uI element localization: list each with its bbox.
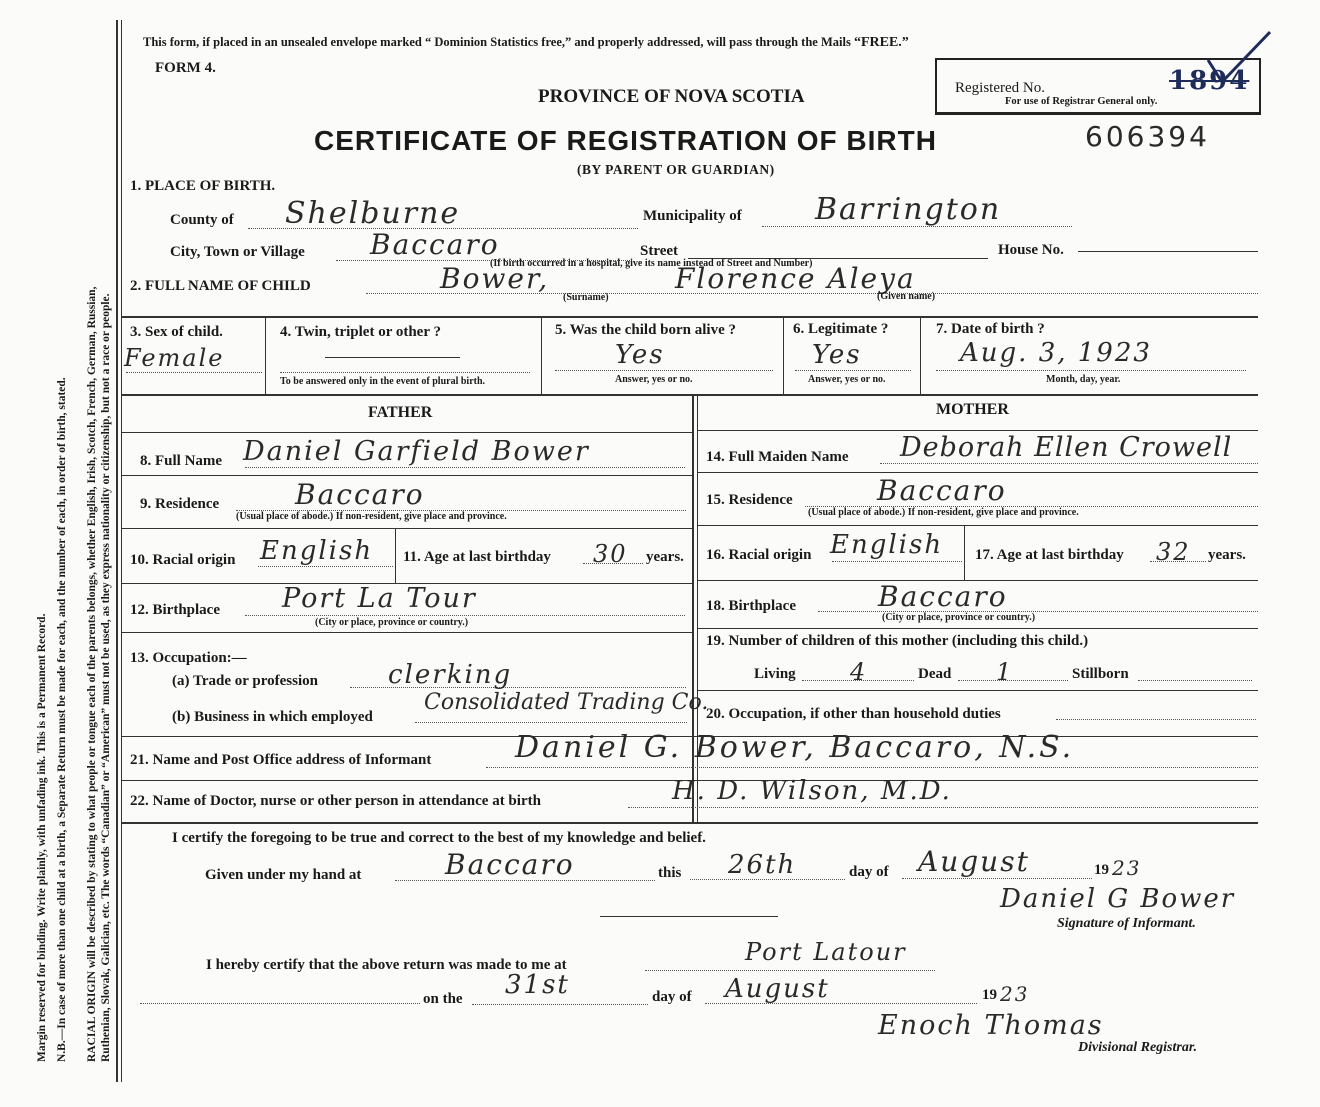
informant-signature: Daniel G Bower [1000,884,1236,914]
father-birthplace-label: 12. Birthplace [130,602,220,618]
sig-blank-line [600,916,778,917]
col-divider-3 [783,316,784,394]
reg-year-prefix: 19 [982,987,997,1003]
mother-name: Deborah Ellen Crowell [900,432,1233,463]
twin-line [280,372,530,373]
reg-day: 31st [505,970,570,1000]
business-line [415,722,687,723]
county-value: Shelburne [285,196,461,231]
row-divider-parents [122,394,1258,396]
children-label: 19. Number of children of this mother (including this child.) [706,633,1089,649]
mother-age: 32 [1156,538,1191,566]
legit-line [795,370,911,371]
stillborn-line [1138,680,1252,681]
mother-race-line [832,561,962,562]
col-divider-2 [541,316,542,394]
mother-heading: MOTHER [936,401,1009,418]
mother-birthplace-label: 18. Birthplace [706,598,796,614]
twin-label: 4. Twin, triplet or other ? [280,324,441,340]
margin-line-inner [121,20,122,1082]
mother-race: English [830,530,944,560]
reg-day-line [472,1004,648,1005]
certify-text: I certify the foregoing to be true and correct to the best of my knowledge and belief. [172,830,706,846]
child-given-name: Florence Aleya [675,262,916,295]
this-label: this [658,865,682,881]
certificate-number: 606394 [1085,120,1210,153]
informant-line [486,767,1258,768]
mail-note [143,35,909,51]
legit-note: Answer, yes or no. [808,374,886,385]
margin-note-nb: N.B.—In case of more than one child at a birth, a Separate Return must be made for each, and the number of each, in order of birth, stated. [56,377,68,1062]
father-race-divider [395,528,396,583]
place-of-birth-heading: 1. PLACE OF BIRTH. [130,178,276,194]
mail-note-free: “FREE.” [853,35,909,50]
father-name-line [245,467,685,468]
father-heading: FATHER [368,404,433,421]
col-divider-1 [265,316,266,394]
row-divider-bottom [122,822,1258,824]
dead-value: 1 [996,658,1014,686]
year-prefix: 19 [1094,862,1109,878]
mother-residence-label: 15. Residence [706,492,793,508]
mail-note-text: This form, if placed in an unsealed envelope marked “ Dominion Statistics free,” and properly addressed, will pass through the Mails [143,35,851,49]
alive-value: Yes [615,340,665,370]
registered-note: For use of Registrar General only. [1005,96,1158,107]
legit-label: 6. Legitimate ? [793,321,889,337]
street-label: Street [640,243,679,259]
father-rule-1 [122,432,692,433]
father-race: English [260,536,374,566]
mother-name-label: 14. Full Maiden Name [706,449,849,465]
father-race-label: 10. Racial origin [130,552,236,568]
mother-birthplace-note: (City or place, province or country.) [882,612,1036,623]
mother-name-line [880,463,1258,464]
day-value: 26th [728,850,797,880]
mother-occupation-line [1056,719,1256,720]
checkmark-icon [1200,20,1280,90]
trade-label: (a) Trade or profession [172,673,318,689]
row-divider-top [122,316,1258,318]
sex-label: 3. Sex of child. [130,324,223,340]
father-age: 30 [593,540,628,568]
certificate-subtitle: (BY PARENT OR GUARDIAN) [577,162,775,177]
province-heading: PROVINCE OF NOVA SCOTIA [538,86,805,107]
dob-line [936,370,1246,371]
reg-month: August [725,974,830,1004]
mother-rule-3 [697,525,1258,526]
dead-label: Dead [918,666,952,682]
father-rule-5 [122,632,692,633]
legit-value: Yes [812,340,862,370]
mother-rule-6 [697,690,1258,691]
registrar-caption: Divisional Registrar. [1078,1040,1198,1055]
dob-label: 7. Date of birth ? [936,321,1045,337]
doctor-label: 22. Name of Doctor, nurse or other person in attendance at birth [130,793,541,809]
father-name: Daniel Garfield Bower [243,436,590,467]
municipality-label: Municipality of [643,208,742,224]
father-years-label: years. [646,549,684,565]
margin-note-racial-2: Ruthenian, Slovak, Galician, etc. The words “Canadian” or “American” must not be used, as they express nationality or citizenship, but not a race or people. [100,293,112,1062]
mother-residence-note: (Usual place of abode.) If non-resident, give place and province. [808,507,1079,518]
margin-note-binding: Margin reserved for binding. Write plainly, with unfading ink. This is a Permanent Record. [36,613,48,1062]
child-surname: Bower, [440,262,550,295]
mother-rule-5 [697,628,1258,629]
registered-number: 1894 [1169,66,1250,96]
mother-occupation-label: 20. Occupation, if other than household duties [706,706,1001,722]
father-residence-label: 9. Residence [140,496,220,512]
mother-years-label: years. [1208,547,1246,563]
street-note: (If birth occurred in a hospital, give its name instead of Street and Number) [490,258,813,269]
twin-dash [325,357,460,358]
city-label: City, Town or Village [170,244,305,260]
municipality-value: Barrington [815,192,1002,227]
reg-day-of-label: day of [652,989,692,1005]
father-name-label: 8. Full Name [140,453,223,469]
month-value: August [918,845,1030,878]
registrar-place: Port Latour [745,938,907,966]
given-place: Baccaro [445,848,575,881]
mother-race-label: 16. Racial origin [706,547,812,563]
occupation-label: 13. Occupation:— [130,650,247,666]
given-label: Given under my hand at [205,867,362,883]
mother-birthplace: Baccaro [878,580,1008,613]
stillborn-label: Stillborn [1072,666,1129,682]
father-birthplace-note: (City or place, province or country.) [315,617,469,628]
child-name-label: 2. FULL NAME OF CHILD [130,278,311,294]
house-label: House No. [998,242,1064,258]
informant-label: 21. Name and Post Office address of Informant [130,752,432,768]
mother-rule-1 [697,430,1258,431]
month-line [902,878,1092,879]
sex-line [126,372,262,373]
alive-note: Answer, yes or no. [615,374,693,385]
dob-note: Month, day, year. [1046,374,1121,385]
surname-caption: (Surname) [563,292,609,303]
registrar-place-line [645,970,935,971]
father-residence: Baccaro [295,478,425,511]
registered-label: Registered No. [955,80,1045,96]
father-birthplace-line [245,615,685,616]
registrar-text: I hereby certify that the above return was made to me at [206,957,567,973]
mother-residence: Baccaro [877,474,1007,507]
year-value: 23 [1112,856,1142,880]
business-value: Consolidated Trading Co. [424,690,709,715]
reg-year: 23 [1000,982,1030,1006]
trade-value: clerking [388,660,513,690]
margin-line [116,20,118,1082]
informant-value: Daniel G. Bower, Baccaro, N.S. [515,730,1075,765]
house-line [1078,251,1258,252]
doctor-value: H. D. Wilson, M.D. [672,776,952,806]
alive-line [555,370,773,371]
col-divider-4 [920,316,921,394]
on-the-label: on the [423,991,463,1007]
living-label: Living [754,666,796,682]
day-of-label: day of [849,864,889,880]
father-birthplace: Port La Tour [282,583,477,614]
father-age-label: 11. Age at last birthday [403,549,551,565]
alive-label: 5. Was the child born alive ? [555,322,736,338]
certificate-title: CERTIFICATE OF REGISTRATION OF BIRTH [314,125,937,156]
registrar-line-2 [140,1003,420,1004]
given-caption: (Given name) [877,291,936,302]
sig-caption: Signature of Informant. [1057,916,1196,931]
business-label: (b) Business in which employed [172,709,373,725]
living-value: 4 [850,658,868,686]
mother-rule-2 [697,472,1258,473]
father-residence-note: (Usual place of abode.) If non-resident, give place and province. [236,511,507,522]
father-race-line [258,566,393,567]
mother-age-label: 17. Age at last birthday [975,547,1124,563]
registrar-signature: Enoch Thomas [878,1010,1104,1041]
city-value: Baccaro [370,228,500,261]
county-label: County of [170,212,234,228]
twin-note: To be answered only in the event of plural birth. [280,376,486,387]
dob-value: Aug. 3, 1923 [960,338,1152,368]
margin-note-racial: RACIAL ORIGIN will be described by stating to what people or tongue each of the parents belongs, whether English, Irish, Scotch, French, German, Russian, [86,286,98,1062]
sex-value: Female [124,344,225,372]
father-rule-3 [122,528,692,529]
form-number: FORM 4. [155,60,216,76]
father-rule-2 [122,475,692,476]
mother-race-divider [964,525,965,580]
doctor-line [628,807,1258,808]
